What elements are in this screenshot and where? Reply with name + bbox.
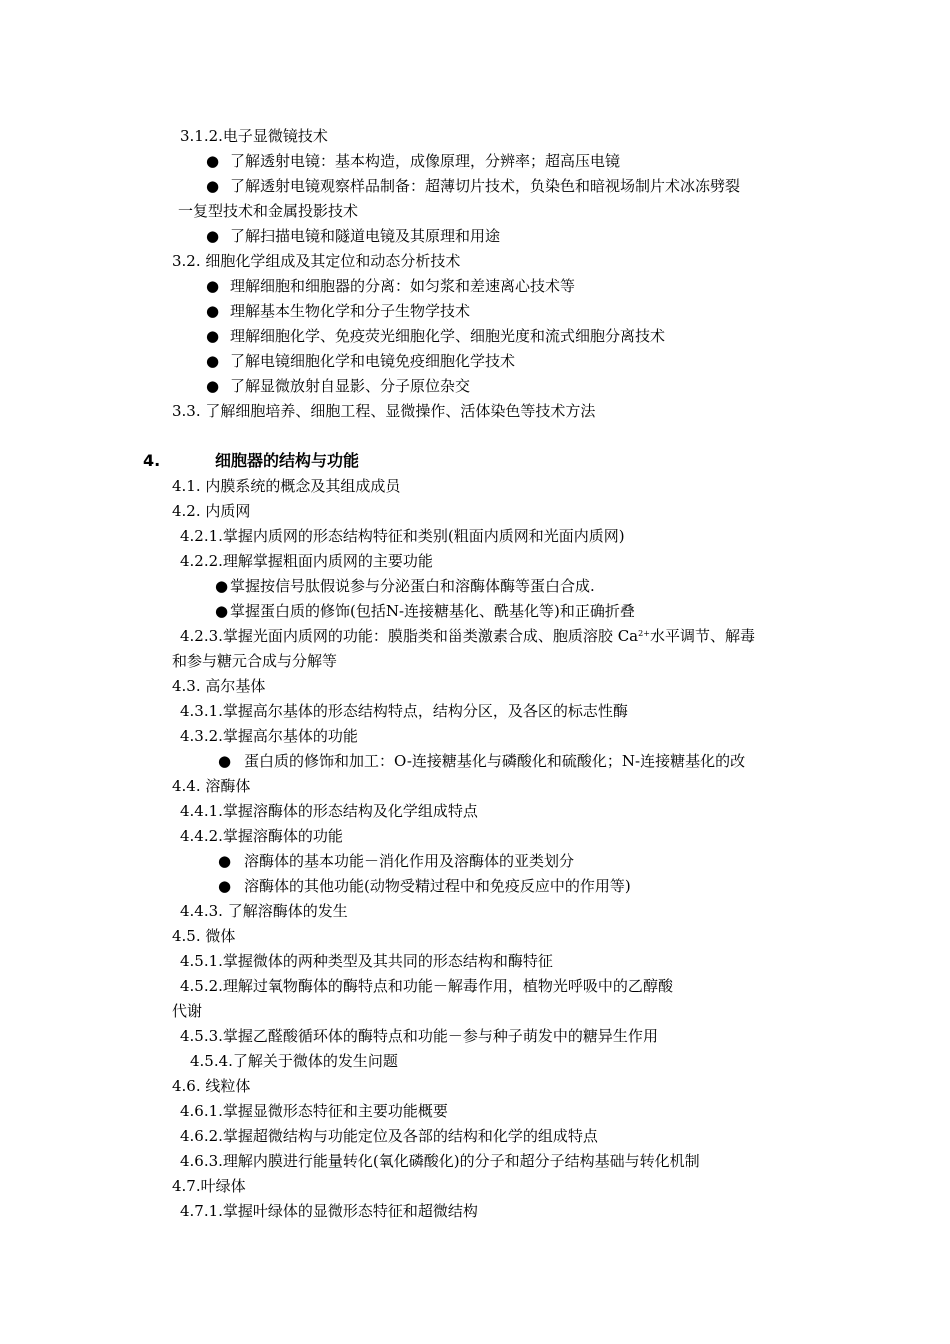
list-item: 蛋白质的修饰和加工：O-连接糖基化与磷酸化和硫酸化；N-连接糖基化的改 [244,752,746,770]
bullet-icon: ● [218,752,232,770]
section-heading-4-6: 4.6. 线粒体 [172,1077,251,1095]
subsection-4-3-1: 4.3.1.掌握高尔基体的形态结构特点，结构分区，及各区的标志性酶 [180,702,628,720]
section-heading-3-3: 3.3. 了解细胞培养、细胞工程、显微操作、活体染色等技术方法 [172,402,596,420]
section-heading-4-1: 4.1. 内膜系统的概念及其组成成员 [172,477,401,495]
list-item: 了解显微放射自显影、分子原位杂交 [230,377,471,395]
section-heading-4-2: 4.2. 内质网 [172,502,251,520]
bullet-icon: ● [215,577,229,595]
list-item: 溶酶体的其他功能(动物受精过程中和免疫反应中的作用等) [244,877,631,895]
text-run: 水平调节、解毒 [649,627,755,645]
subsection-4-2-2: 4.2.2.理解掌握粗面内质网的主要功能 [180,552,433,570]
list-item: 了解电镜细胞化学和电镜免疫细胞化学技术 [230,352,516,370]
bullet-icon: ● [206,277,220,295]
list-item: 理解基本生物化学和分子生物学技术 [230,302,471,320]
subsection-continuation: 代谢 [172,1002,203,1020]
subsection-4-6-2: 4.6.2.掌握超微结构与功能定位及各部的结构和化学的组成特点 [180,1127,598,1145]
section-heading-4-3: 4.3. 高尔基体 [172,677,266,695]
chapter-number: 4. [143,451,161,470]
subsection-4-3-2: 4.3.2.掌握高尔基体的功能 [180,727,358,745]
section-heading-3-1-2: 3.1.2.电子显微镜技术 [180,127,328,145]
list-item: 了解透射电镜观察样品制备：超薄切片技术，负染色和暗视场制片术冰冻劈裂 [230,177,741,195]
bullet-icon: ● [206,327,220,345]
list-item: 溶酶体的基本功能－消化作用及溶酶体的亚类划分 [244,852,575,870]
bullet-icon: ● [206,377,220,395]
subsection-4-5-4: 4.5.4.了解关于微体的发生问题 [190,1052,398,1070]
section-heading-3-2: 3.2. 细胞化学组成及其定位和动态分析技术 [172,252,461,270]
bullet-icon: ● [218,852,232,870]
subsection-4-5-2: 4.5.2.理解过氧物酶体的酶特点和功能－解毒作用，植物光呼吸中的乙醇酸 [180,977,673,995]
subsection-continuation: 和参与糖元合成与分解等 [172,652,338,670]
subsection-4-2-3 [180,626,755,646]
section-heading-4-7: 4.7.叶绿体 [172,1177,246,1195]
chapter-title: 细胞器的结构与功能 [215,451,360,470]
subsection-4-4-2: 4.4.2.掌握溶酶体的功能 [180,827,343,845]
subsection-4-7-1: 4.7.1.掌握叶绿体的显微形态特征和超微结构 [180,1202,478,1220]
list-item: 掌握按信号肽假说参与分泌蛋白和溶酶体酶等蛋白合成. [230,577,595,595]
list-item: 理解细胞化学、免疫荧光细胞化学、细胞光度和流式细胞分离技术 [230,327,666,345]
subsection-4-2-1: 4.2.1.掌握内质网的形态结构特征和类别(粗面内质网和光面内质网) [180,527,625,545]
bullet-icon: ● [215,602,229,620]
subsection-4-6-1: 4.6.1.掌握显微形态特征和主要功能概要 [180,1102,448,1120]
list-item: 理解细胞和细胞器的分离：如匀浆和差速离心技术等 [230,277,576,295]
list-item-continuation: 一复型技术和金属投影技术 [178,202,359,220]
list-item: 掌握蛋白质的修饰(包括N-连接糖基化、酰基化等)和正确折叠 [230,602,635,620]
subsection-4-5-3: 4.5.3.掌握乙醛酸循环体的酶特点和功能－参与种子萌发中的糖异生作用 [180,1027,658,1045]
bullet-icon: ● [206,352,220,370]
bullet-icon: ● [206,152,220,170]
subsection-4-4-3: 4.4.3. 了解溶酶体的发生 [180,902,348,920]
bullet-icon: ● [206,302,220,320]
subsection-4-4-1: 4.4.1.掌握溶酶体的形态结构及化学组成特点 [180,802,478,820]
text-run: 4.2.3.掌握光面内质网的功能：膜脂类和甾类激素合成、胞质溶胶 Ca [180,627,639,645]
bullet-icon: ● [206,177,220,195]
list-item: 了解透射电镜：基本构造，成像原理，分辨率；超高压电镜 [230,152,621,170]
section-heading-4-5: 4.5. 微体 [172,927,236,945]
subsection-4-6-3: 4.6.3.理解内膜进行能量转化(氧化磷酸化)的分子和超分子结构基础与转化机制 [180,1152,700,1170]
list-item: 了解扫描电镜和隧道电镜及其原理和用途 [230,227,501,245]
bullet-icon: ● [206,227,220,245]
superscript: 2+ [638,629,650,638]
bullet-icon: ● [218,877,232,895]
subsection-4-5-1: 4.5.1.掌握微体的两种类型及其共同的形态结构和酶特征 [180,952,553,970]
section-heading-4-4: 4.4. 溶酶体 [172,777,251,795]
